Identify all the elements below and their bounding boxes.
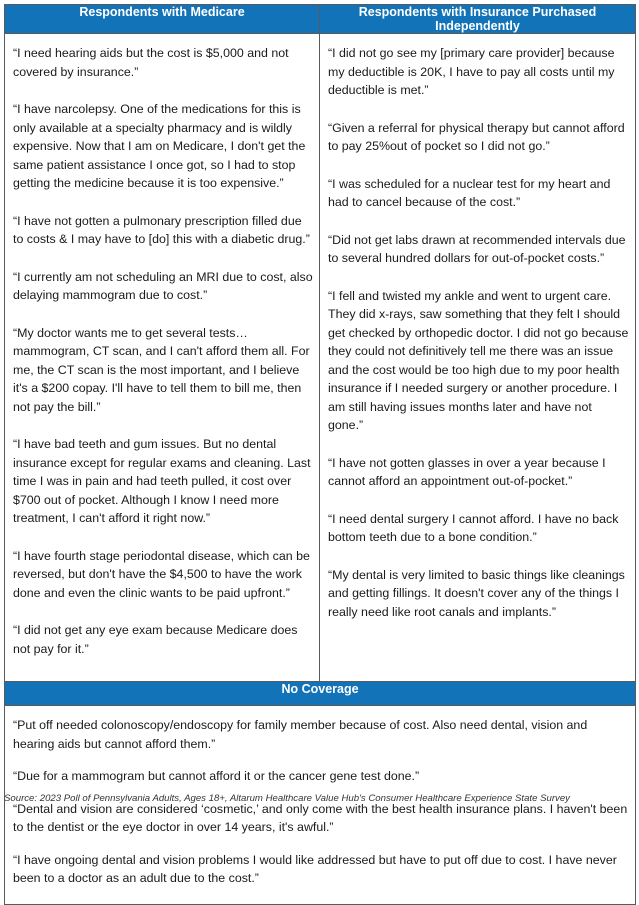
quote: “I have not gotten glasses in over a year because I cannot afford an appointment out-of-pocket.” [328, 455, 606, 488]
quote: “I have bad teeth and gum issues. But no dental insurance except for regular exams and cleaning. Last time I was in pain and had teeth pulled, it cost over $700 out of pocket. Although I know I need more treatment, I can't afford it right now.” [13, 437, 311, 525]
quote: “I did not go see my [primary care provider] because my deductible is 20K, I have to pay all costs until my deductible is met.” [328, 46, 615, 97]
quote: “I have fourth stage periodontal disease, which can be reversed, but don't have the $4,500 to have the work done and even the clinic wants to be paid upfront.” [13, 548, 310, 600]
quote: “I fell and twisted my ankle and went to urgent care. They did x-rays, saw something that they felt I should get checked by orthopedic doctor. I did not go because they could not definitively tell me there was an issue and the cost would be too high due to my poor health insurance if I needed surgery or another procedure. I am still having issues months later and have not gone.” [328, 288, 629, 432]
quote: “Dental and vision are considered ‘cosmetic,’ and only come with the best health insurance plans. I haven't been to the dentist or the eye doctor in over 14 years, it's awful.” [13, 801, 628, 834]
quote: “I have narcolepsy. One of the medications for this is only available at a specialty pharmacy and is wildly expensive. Now that I am on Medicare, I don't get the same patient assistance I once got, so I had to stop getting the medicine because it is too expensive.” [13, 102, 306, 190]
quote: “I currently am not scheduling an MRI due to cost, also delaying mammogram due to cost.” [13, 269, 313, 302]
quote: “Given a referral for physical therapy but cannot afford to pay 25%out of pocket so I did not go.” [328, 120, 625, 153]
quote: “I need dental surgery I cannot afford. I have no back bottom teeth due to a bone condition.” [328, 511, 619, 544]
quotes-row [5, 34, 636, 682]
quote: “Due for a mammogram but cannot afford it or the cancer gene test done.” [13, 769, 420, 783]
quote: “My doctor wants me to get several tests…mammogram, CT scan, and I can't afford them all. For me, the CT scan is the most important, and I believe it's a $200 copay. I'll have to tell them to bill me, then not pay the bill.” [13, 325, 310, 414]
source-note: Source: 2023 Poll of Pennsylvania Adults, Ages 18+, Altarum Healthcare Value Hub's Consumer Healthcare Experience State Survey [4, 793, 570, 804]
quote: “I need hearing aids but the cost is $5,000 and not covered by insurance.” [13, 46, 289, 79]
medicare-quotes-cell [5, 34, 320, 682]
quote: “I did not get any eye exam because Medicare does not pay for it.” [13, 623, 298, 656]
quote: “Put off needed colonoscopy/endoscopy for family member because of cost. Also need dental, vision and hearing aids but cannot afford them.” [13, 718, 588, 751]
quote: “My dental is very limited to basic things like cleanings and getting fillings. It doesn't cover any of the things I really need like root canals and implants.” [328, 567, 625, 619]
no-coverage-row [5, 706, 636, 905]
quote: “I have not gotten a pulmonary prescription filled due to costs & I may have to [do] this with a diabetic drug.” [13, 213, 310, 246]
independent-column-header: Respondents with Insurance Purchased Independently [320, 5, 636, 34]
no-coverage-header: No Coverage [5, 682, 636, 706]
independent-quotes-cell [320, 34, 636, 682]
quotes-table-container [4, 4, 635, 905]
medicare-column-header: Respondents with Medicare [5, 5, 320, 34]
quote: “I was scheduled for a nuclear test for my heart and had to cancel because of the cost.” [328, 176, 611, 209]
quote: “I have ongoing dental and vision problems I would like addressed but have to put off due to cost. I have never been to a doctor as an adult due to the cost.” [13, 852, 617, 885]
quotes-table [4, 4, 636, 905]
no-coverage-quotes-cell [5, 706, 636, 905]
top-header-row [5, 5, 636, 34]
quote: “Did not get labs drawn at recommended intervals due to several hundred dollars for out-of-pocket costs.” [328, 232, 626, 265]
no-coverage-header-row [5, 682, 636, 706]
